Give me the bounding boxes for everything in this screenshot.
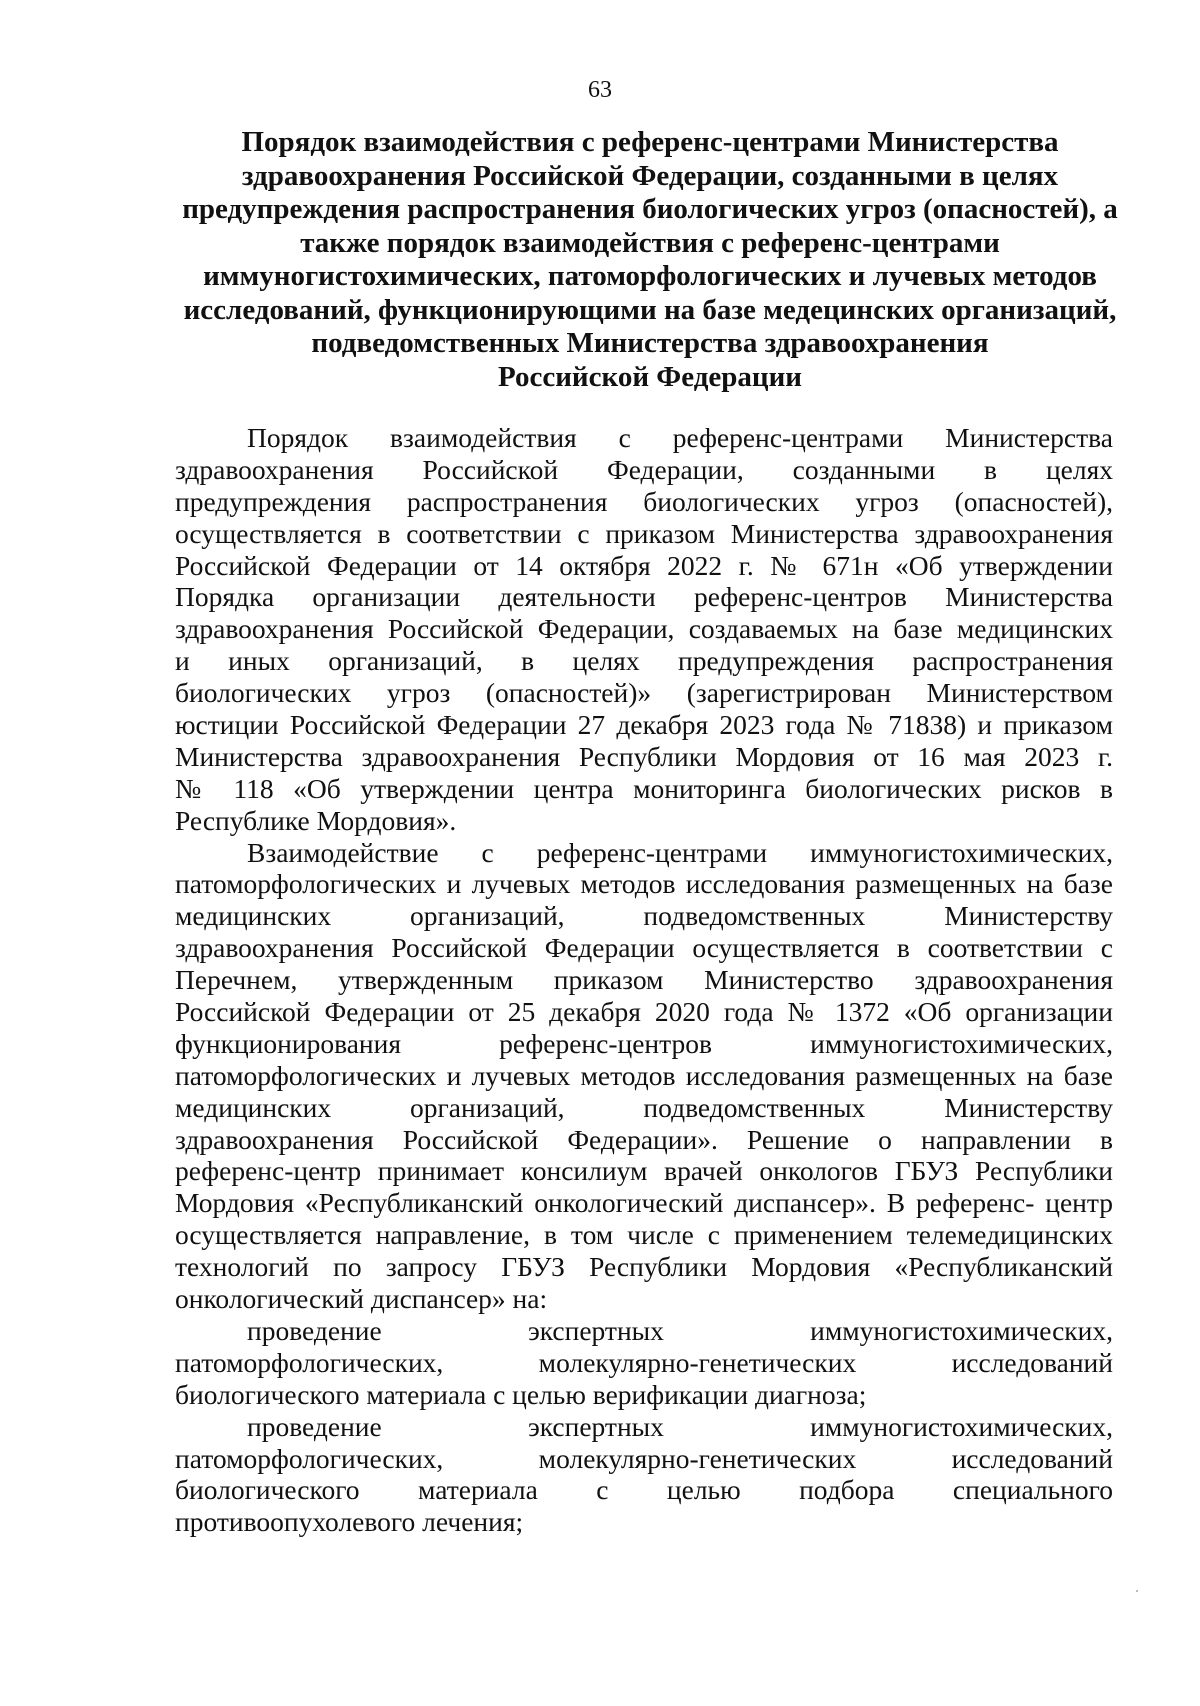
document-body [175, 422, 1113, 1538]
page-number: 63 [588, 77, 612, 103]
text-line: здравоохранения Российской Федерации, создаваемых на базе медицинских [175, 613, 1113, 645]
text-line: здравоохранения Российской Федерации, созданными в целях [175, 453, 1113, 485]
paragraph-reference-centers-biothreats [175, 422, 1113, 837]
title-line: здравоохранения Российской Федерации, созданными в целях [241, 159, 1059, 192]
text-line: № 118 «Об утверждении центра мониторинга биологических рисков в [175, 772, 1113, 804]
title-line: исследований, функционирующими на базе медецинских организаций, [183, 293, 1117, 326]
text-line: биологических угроз (опасностей)» (зарегистрирован Министерством [175, 677, 1113, 709]
text-line: Мордовия «Республиканский онкологический диспансер». В референс- центр [175, 1187, 1113, 1219]
text-line: Порядка организации деятельности референс-центров Министерства [175, 581, 1113, 613]
text-line: патоморфологических, молекулярно-генетических исследований [175, 1442, 1113, 1474]
text-line: предупреждения распространения биологических угроз (опасностей), [175, 485, 1113, 517]
title-line: предупреждения распространения биологических угроз (опасностей), а [182, 193, 1118, 225]
text-line: проведение экспертных иммуногистохимических, [247, 1410, 1113, 1442]
text-line: юстиции Российской Федерации 27 декабря 2023 года № 71838) и приказом [175, 709, 1113, 741]
text-line: патоморфологических и лучевых методов исследования размещенных на базе [175, 1059, 1113, 1091]
text-line: осуществляется направление, в том числе с применением телемедицинских [175, 1219, 1113, 1251]
text-line: функционирования референс-центров иммуногистохимических, [175, 1027, 1113, 1059]
title-line: подведомственных Министерства здравоохранения [311, 327, 989, 359]
text-line: медицинских организаций, подведомственных Министерству [175, 1091, 1113, 1123]
text-line: противоопухолевого лечения; [175, 1506, 524, 1538]
text-line: Республике Мордовия». [175, 804, 457, 836]
text-line: онкологический диспансер» на: [175, 1283, 548, 1315]
text-line: патоморфологических и лучевых методов исследования размещенных на базе [175, 868, 1113, 900]
text-line: биологического материала с целью верификации диагноза; [175, 1378, 867, 1410]
text-line: Порядок взаимодействия с референс-центрами Министерства [247, 422, 1113, 453]
text-line: биологического материала с целью подбора специального [175, 1474, 1113, 1506]
text-line: патоморфологических, молекулярно-генетических исследований [175, 1346, 1113, 1378]
text-line: здравоохранения Российской Федерации». Решение о направлении в [175, 1123, 1113, 1155]
text-line: Взаимодействие с референс-центрами иммуногистохимических, [247, 836, 1113, 868]
title-line: иммуногистохимических, патоморфологических и лучевых методов [203, 260, 1097, 292]
text-line: Российской Федерации от 14 октября 2022 г. № 671н «Об утверждении [175, 549, 1113, 581]
text-line: проведение экспертных иммуногистохимических, [247, 1314, 1113, 1346]
list-item-treatment-selection [175, 1411, 1113, 1539]
text-line: здравоохранения Российской Федерации осуществляется в соответствии с [175, 932, 1113, 964]
title-line: Российской Федерации [497, 360, 802, 393]
title-line: Порядок взаимодействия с референс-центрами Министерства [241, 126, 1059, 158]
text-line: Перечнем, утвержденным приказом Министерство здравоохранения [175, 964, 1113, 996]
text-line: Российской Федерации от 25 декабря 2020 года № 1372 «Об организации [175, 996, 1113, 1028]
paragraph-reference-centers-oncology [175, 837, 1113, 1315]
list-item-diagnosis-verification [175, 1315, 1113, 1411]
document-title [180, 126, 1120, 394]
text-line: Министерства здравоохранения Республики Мордовия от 16 мая 2023 г. [175, 740, 1113, 772]
text-line: осуществляется в соответствии с приказом Министерства здравоохранения [175, 517, 1113, 549]
text-line: референс-центр принимает консилиум врачей онкологов ГБУЗ Республики [175, 1155, 1113, 1187]
title-line: также порядок взаимодействия с референс-центрами [300, 226, 1000, 259]
text-line: технологий по запросу ГБУЗ Республики Мордовия «Республиканский [175, 1251, 1113, 1283]
text-line: медицинских организаций, подведомственных Министерству [175, 900, 1113, 932]
scan-artifact [1136, 1590, 1138, 1592]
text-line: и иных организаций, в целях предупреждения распространения [175, 645, 1113, 677]
